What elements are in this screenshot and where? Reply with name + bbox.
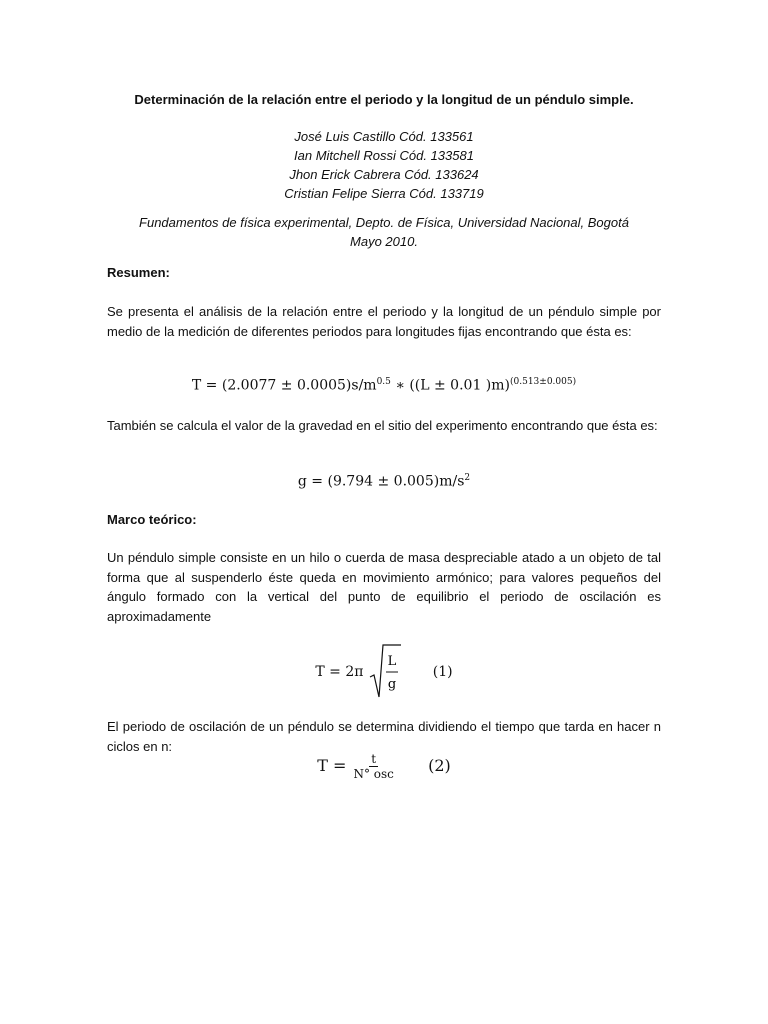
equation-2-measured-period xyxy=(0,752,768,781)
eq3-tag: (1) xyxy=(432,664,453,680)
eq4-denominator: N° osc xyxy=(353,767,394,781)
theory-paragraph-1: Un péndulo simple consiste en un hilo o cuerda de masa despreciable atado a un objeto de tal forma que al suspenderlo éste queda en movimiento armónico; para valores pequeños del ángulo formado con la vertical del punto de equilibrio el periodo de oscilación es aproximadamente xyxy=(107,550,661,624)
theory-paragraph-2: El periodo de oscilación de un péndulo se determina dividiendo el tiempo que tarda en hacer n ciclos en n: xyxy=(107,719,661,754)
affiliation-line: Fundamentos de física experimental, Depto. de Física, Universidad Nacional, Bogotá xyxy=(139,215,629,230)
eq3-denominator: g xyxy=(387,677,397,692)
theory-heading: Marco teórico: xyxy=(107,512,197,527)
author-line: Ian Mitchell Rossi Cód. 133581 xyxy=(294,148,474,163)
author-line: Cristian Felipe Sierra Cód. 133719 xyxy=(284,186,484,201)
equation-gravity xyxy=(0,473,768,490)
eq2-exponent: 2 xyxy=(464,473,471,483)
eq1-exponent-2: (0.513±0.005) xyxy=(510,377,577,387)
equation-1-pendulum-period xyxy=(0,643,768,701)
date-line: Mayo 2010. xyxy=(350,234,418,249)
abstract-paragraph-2: También se calcula el valor de la gravedad en el sitio del experimento encontrando que ésta es: xyxy=(107,418,658,433)
eq3-numerator: L xyxy=(387,654,397,669)
eq4-tag: (2) xyxy=(428,756,451,775)
author-line: José Luis Castillo Cód. 133561 xyxy=(294,129,474,144)
equation-period-fit xyxy=(0,377,768,394)
fraction xyxy=(351,752,395,781)
square-root xyxy=(368,643,402,701)
radical-sign-icon xyxy=(368,643,402,701)
eq4-numerator: t xyxy=(371,752,377,766)
eq1-main: T = (2.0077 ± 0.0005)s/m xyxy=(191,377,377,394)
abstract-heading: Resumen: xyxy=(107,265,170,280)
author-line: Jhon Erick Cabrera Cód. 133624 xyxy=(289,167,479,182)
eq1-exponent-1: 0.5 xyxy=(376,377,391,387)
eq4-lhs: T = xyxy=(317,756,347,775)
eq3-lhs: T = 2π xyxy=(315,664,364,680)
author-list xyxy=(0,127,768,203)
affiliation xyxy=(0,213,768,251)
eq2-main: g = (9.794 ± 0.005)m/s xyxy=(297,473,465,490)
paper-title: Determinación de la relación entre el periodo y la longitud de un péndulo simple. xyxy=(134,92,634,107)
eq1-mid: ∗ ((L ± 0.01 )m) xyxy=(390,377,510,394)
abstract-paragraph-1: Se presenta el análisis de la relación entre el periodo y la longitud de un péndulo simple por medio de la medición de diferentes periodos para longitudes fijas encontrando que ésta es: xyxy=(107,304,661,339)
